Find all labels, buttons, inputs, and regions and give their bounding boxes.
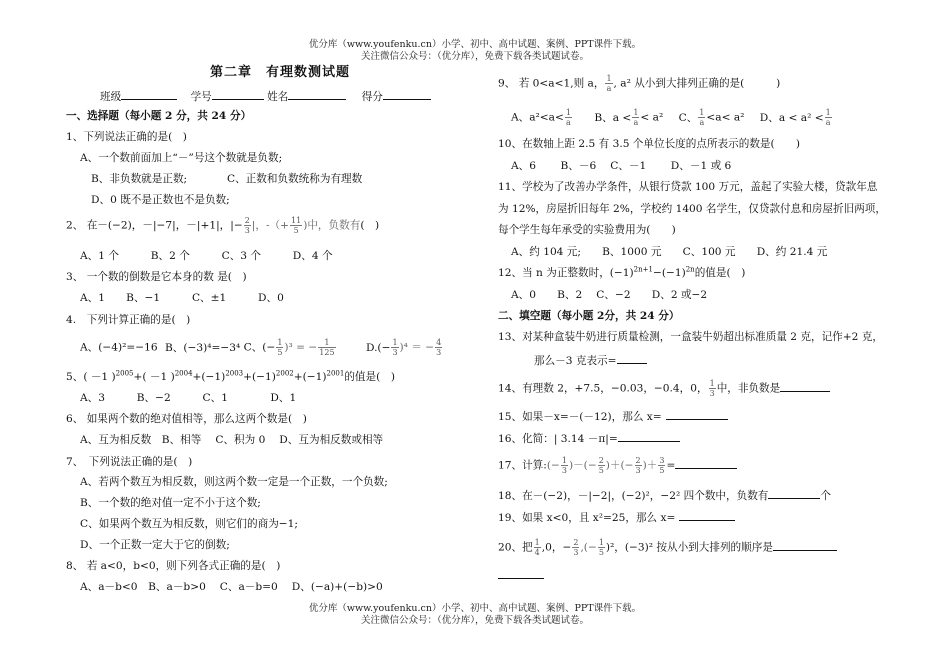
q2-frac-1-num: 2 bbox=[244, 216, 250, 225]
q9-option-d: D、a < a² < bbox=[759, 111, 824, 124]
q9-a-frac bbox=[565, 108, 572, 127]
id-blank[interactable] bbox=[212, 88, 264, 100]
q4-c-frac-2 bbox=[318, 338, 335, 357]
q20-continuation bbox=[498, 567, 544, 583]
q12-e2: 2n bbox=[685, 265, 695, 274]
q18-stem bbox=[498, 487, 831, 503]
q17-frac-c-num: 2 bbox=[635, 456, 641, 465]
section-choice-heading: 一、选择题（每小题 2 分，共 24 分） bbox=[66, 110, 252, 122]
q20-frac-a bbox=[534, 538, 541, 557]
q16-stem bbox=[498, 430, 680, 446]
q1-option-a: A、一个数前面加上“－”号这个数就是负数; bbox=[80, 152, 283, 164]
q17-frac-a bbox=[561, 456, 568, 475]
q2-frac-2 bbox=[290, 216, 302, 235]
q6-stem: 6、 如果两个数的绝对值相等，那么这两个数是( ) bbox=[66, 413, 307, 425]
q20-frac-b bbox=[572, 538, 579, 557]
q4-options bbox=[80, 338, 443, 357]
q5-e2: 2004 bbox=[174, 369, 193, 378]
right-column bbox=[480, 0, 950, 671]
q14-stem bbox=[498, 379, 830, 398]
q20-t4: )²，(−3)² 按从小到大排列的顺序是 bbox=[605, 541, 773, 554]
q20-stem bbox=[498, 538, 837, 557]
q20-frac-c-num: 1 bbox=[598, 538, 604, 547]
q9-c-frac-den: a bbox=[699, 118, 705, 127]
q20-frac-b-den: 3 bbox=[573, 548, 579, 557]
q9-frac-num: 1 bbox=[606, 74, 612, 83]
q14-t2: 中，非负数是 bbox=[716, 382, 781, 395]
q9-stem bbox=[498, 74, 780, 93]
score-label: 得分 bbox=[361, 91, 383, 103]
q11-line-1: 11、学校为了改善办学条件，从银行贷款 100 万元，盖起了实验大楼，贷款年息 bbox=[498, 181, 878, 193]
q20-frac-b-num: 2 bbox=[573, 538, 579, 547]
q9-c-frac bbox=[698, 108, 705, 127]
q17-frac-b bbox=[598, 456, 605, 475]
q9-a-frac-num: 1 bbox=[565, 108, 571, 117]
q13-line-2 bbox=[534, 352, 647, 368]
q9-option-c: C、 bbox=[678, 111, 698, 124]
q15-answer-blank[interactable] bbox=[666, 408, 728, 420]
header-line-1: 优分库（www.youfenku.cn）小学、初中、高中试题、案例、PPT课件下载。 bbox=[308, 39, 642, 50]
q5-e3: 2003 bbox=[225, 369, 244, 378]
q9-c-frac-num: 1 bbox=[699, 108, 705, 117]
q19-t1: 19、如果 x<0，且 x²=25，那么 x= bbox=[498, 512, 676, 524]
q7-option-d: D、一个正数一定大于它的倒数; bbox=[80, 539, 230, 551]
q10-options: A、6 B、－6 C、－1 D、－1 或 6 bbox=[511, 160, 732, 172]
q4-d-frac-2 bbox=[435, 338, 442, 357]
q9-b-frac bbox=[632, 108, 639, 127]
section-fill-heading: 二、填空题（每小题 2分，共 24 分） bbox=[498, 310, 680, 322]
q4-d-frac-2-num: 4 bbox=[436, 338, 442, 347]
q6-options: A、互为相反数 B、相等 C、积为 0 D、互为相反数或相等 bbox=[80, 434, 384, 446]
q9-option-b-2: < a² bbox=[640, 111, 664, 124]
q5-e4: 2002 bbox=[275, 369, 294, 378]
q17-t1: 17、计算: bbox=[498, 459, 547, 472]
q17-frac-a-den: 3 bbox=[561, 466, 567, 475]
q2-frac-2-num: 11 bbox=[291, 216, 302, 225]
q4-c-frac-1-den: 5 bbox=[277, 348, 283, 357]
q17-frac-c bbox=[635, 456, 642, 475]
q20-frac-a-den: 4 bbox=[534, 548, 540, 557]
q20-t3: ,(− bbox=[580, 541, 597, 554]
q2-text-4: ( ) bbox=[360, 219, 380, 232]
q18-t2: 个 bbox=[820, 490, 831, 502]
q5-e1: 2005 bbox=[115, 369, 134, 378]
q2-stem bbox=[66, 216, 379, 235]
q9-b-frac-num: 1 bbox=[633, 108, 639, 117]
q2-options: A、1 个 B、2 个 C、3 个 D、4 个 bbox=[80, 250, 333, 262]
q8-options: A、a－b<0 B、a－b>0 C、a－b=0 D、(−a)+(−b)>0 bbox=[80, 581, 383, 593]
q2-text-3: )中，负数有 bbox=[303, 219, 361, 232]
q17-answer-blank[interactable] bbox=[675, 457, 737, 469]
q13-t2: 那么－3 克表示= bbox=[534, 355, 617, 367]
q7-option-a: A、若两个数互为相反数，则这两个数一定是一个正数，一个负数; bbox=[80, 476, 388, 488]
q5-t2: +( －1 ) bbox=[133, 371, 175, 383]
q19-stem bbox=[498, 509, 735, 525]
q12-stem bbox=[498, 266, 745, 280]
q12-t2: −(−1) bbox=[652, 267, 686, 279]
q16-t1: 16、化简：| 3.14 －π|= bbox=[498, 433, 618, 445]
q2-frac-1 bbox=[244, 216, 251, 235]
q20-frac-c bbox=[598, 538, 605, 557]
q4-c-frac-2-den: 125 bbox=[319, 348, 335, 357]
q14-frac bbox=[709, 379, 716, 398]
q9-b-frac-den: a bbox=[633, 118, 639, 127]
q4-d-frac-1 bbox=[391, 338, 398, 357]
q9-d-frac-den: a bbox=[825, 118, 831, 127]
q17-t3: )＋(− bbox=[605, 459, 634, 472]
q20-frac-a-num: 1 bbox=[534, 538, 540, 547]
q18-t1: 18、在－(−2)，－|−2|，(−2)²，−2² 四个数中，负数有 bbox=[498, 490, 769, 502]
q4-d-frac-2-den: 3 bbox=[436, 348, 442, 357]
q5-t1: 5、( －1 ) bbox=[66, 371, 116, 383]
q5-options: A、3 B、−2 C、1 D、1 bbox=[80, 392, 297, 404]
id-label: 学号 bbox=[190, 91, 212, 103]
q16-answer-blank[interactable] bbox=[618, 430, 680, 442]
class-blank[interactable] bbox=[121, 88, 177, 100]
q5-stem bbox=[66, 370, 395, 384]
q4-option-d-text-2: )⁴ ＝ − bbox=[399, 341, 435, 354]
q13-answer-blank[interactable] bbox=[617, 352, 647, 364]
q9-d-frac bbox=[825, 108, 832, 127]
q15-t1: 15、如果－x=－(－12)，那么 x= bbox=[498, 411, 662, 423]
q4-d-frac-1-den: 3 bbox=[392, 348, 398, 357]
q5-t3: +(−1) bbox=[192, 371, 226, 383]
q12-t3: 的值是( ) bbox=[694, 267, 746, 279]
q5-e5: 2001 bbox=[326, 369, 345, 378]
q14-frac-den: 3 bbox=[709, 389, 715, 398]
q5-t5: +(−1) bbox=[293, 371, 327, 383]
q17-frac-b-num: 2 bbox=[598, 456, 604, 465]
q18-answer-blank[interactable] bbox=[768, 487, 820, 499]
q17-t4: )＋ bbox=[642, 459, 658, 472]
name-label: 姓名 bbox=[267, 91, 289, 103]
q7-option-b: B、一个数的绝对值一定不小于这个数; bbox=[80, 497, 261, 509]
q9-d-frac-num: 1 bbox=[825, 108, 831, 117]
class-label: 班级 bbox=[100, 91, 122, 103]
q4-stem: 4. 下列计算正确的是( ) bbox=[66, 314, 191, 326]
q17-frac-d-den: 5 bbox=[659, 466, 665, 475]
q12-e1: 2n+1 bbox=[633, 265, 653, 274]
footer-line-2: 关注微信公众号：（优分库），免费下载各类试题试卷。 bbox=[360, 615, 589, 626]
q3-stem: 3、 一个数的倒数是它本身的数 是( ) bbox=[66, 271, 247, 283]
q17-stem bbox=[498, 456, 737, 475]
footer-line-1: 优分库（www.youfenku.cn）小学、初中、高中试题、案例、PPT课件下载。 bbox=[308, 603, 642, 614]
q7-stem: 7、 下列说法正确的是( ) bbox=[66, 456, 193, 468]
info-row bbox=[100, 88, 431, 104]
q5-t6: 的值是( ) bbox=[344, 371, 395, 383]
q9-frac bbox=[605, 74, 612, 93]
q20-answer-blank-2[interactable] bbox=[498, 567, 544, 579]
q4-d-frac-1-num: 1 bbox=[392, 338, 398, 347]
q17-t5: = bbox=[666, 459, 676, 472]
q17-t1b: (− bbox=[546, 459, 560, 472]
q9-option-c-2: <a< a² bbox=[706, 111, 745, 124]
name-blank[interactable] bbox=[288, 88, 346, 100]
q11-line-3: 每个学生每年承受的实验费用为( ) bbox=[498, 224, 676, 236]
q14-answer-blank[interactable] bbox=[780, 380, 830, 392]
q9-options bbox=[511, 108, 833, 127]
q9-option-b: B、a < bbox=[594, 111, 632, 124]
q8-stem: 8、 若 a<0，b<0，则下列各式正确的是( ) bbox=[66, 560, 281, 572]
q4-option-b: B、(−3)⁴=−3⁴ bbox=[164, 341, 241, 354]
score-blank[interactable] bbox=[383, 88, 431, 100]
q9-option-a: A、a²<a< bbox=[511, 111, 564, 124]
q9-a-frac-den: a bbox=[566, 118, 571, 127]
q12-options: A、0 B、2 C、−2 D、2 或−2 bbox=[511, 289, 708, 301]
q10-stem: 10、在数轴上距 2.5 有 3.5 个单位长度的点所表示的数是( ) bbox=[498, 138, 800, 150]
q20-answer-blank-1[interactable] bbox=[773, 539, 837, 551]
q17-frac-a-num: 1 bbox=[561, 456, 567, 465]
q20-t2: ,0，− bbox=[541, 541, 572, 554]
q17-t2: )－(− bbox=[568, 459, 597, 472]
q17-frac-d bbox=[658, 456, 665, 475]
q19-answer-blank[interactable] bbox=[679, 509, 735, 521]
page-title: 第二章 有理数测试题 bbox=[210, 65, 351, 80]
q2-text-2: |，-（+ bbox=[251, 219, 290, 232]
q1-option-b: B、非负数就是正数; bbox=[91, 173, 188, 185]
q4-c-frac-1 bbox=[276, 338, 283, 357]
q7-option-c: C、如果两个数互为相反数，则它们的商为−1; bbox=[80, 518, 298, 530]
q1-option-c: C、正数和负数统称为有理数 bbox=[227, 173, 363, 185]
header-line-2: 关注微信公众号：（优分库），免费下载各类试题试卷。 bbox=[360, 51, 589, 62]
q13-line-1: 13、对某种盒装牛奶进行质量检测，一盒装牛奶超出标准质量 2 克，记作+2 克， bbox=[498, 331, 883, 343]
q2-text-1: 2、 在－(−2)，－|−7|，－|+1|，|− bbox=[66, 219, 243, 232]
q4-c-frac-2-num: 1 bbox=[318, 338, 335, 348]
q4-option-c-text: C、(− bbox=[243, 341, 276, 354]
q1-option-d: D、0 既不是正数也不是负数; bbox=[91, 194, 230, 206]
q20-t1: 20、把 bbox=[498, 541, 533, 554]
q4-option-c-text-2: )³ = − bbox=[284, 341, 318, 354]
q5-t4: +(−1) bbox=[243, 371, 276, 383]
q3-options: A、1 B、−1 C、±1 D、0 bbox=[80, 292, 284, 304]
q4-option-d-text: D.(− bbox=[365, 341, 391, 354]
q15-stem bbox=[498, 408, 728, 424]
q17-frac-b-den: 5 bbox=[598, 466, 604, 475]
q14-t1: 14、有理数 2，+7.5，−0.03，−0.4，0， bbox=[498, 382, 708, 395]
q17-frac-c-den: 3 bbox=[635, 466, 641, 475]
q2-frac-2-den: 5 bbox=[293, 226, 299, 235]
q4-c-frac-1-num: 1 bbox=[277, 338, 283, 347]
q2-frac-1-den: 3 bbox=[244, 226, 250, 235]
q9-t2: , a² 从小到大排列正确的是( ) bbox=[613, 77, 781, 90]
q11-options: A、约 104 元; B、1000 元 C、100 元 D、约 21.4 元 bbox=[511, 246, 828, 258]
q4-option-a: A、(−4)²=−16 bbox=[80, 341, 158, 354]
q9-t1: 9、 若 0<a<1,则 a， bbox=[498, 77, 605, 90]
q11-line-2: 为 12%，房屋折旧每年 2%，学校约 1400 名学生，仅贷款付息和房屋折旧两项， bbox=[498, 203, 886, 215]
q9-frac-den: a bbox=[606, 84, 612, 93]
q14-frac-num: 1 bbox=[709, 379, 715, 388]
q17-frac-d-num: 3 bbox=[659, 456, 665, 465]
q20-frac-c-den: 5 bbox=[598, 548, 604, 557]
q1-stem: 1、下列说法正确的是( ) bbox=[66, 131, 187, 143]
q12-t1: 12、当 n 为正整数时，(−1) bbox=[498, 267, 634, 279]
